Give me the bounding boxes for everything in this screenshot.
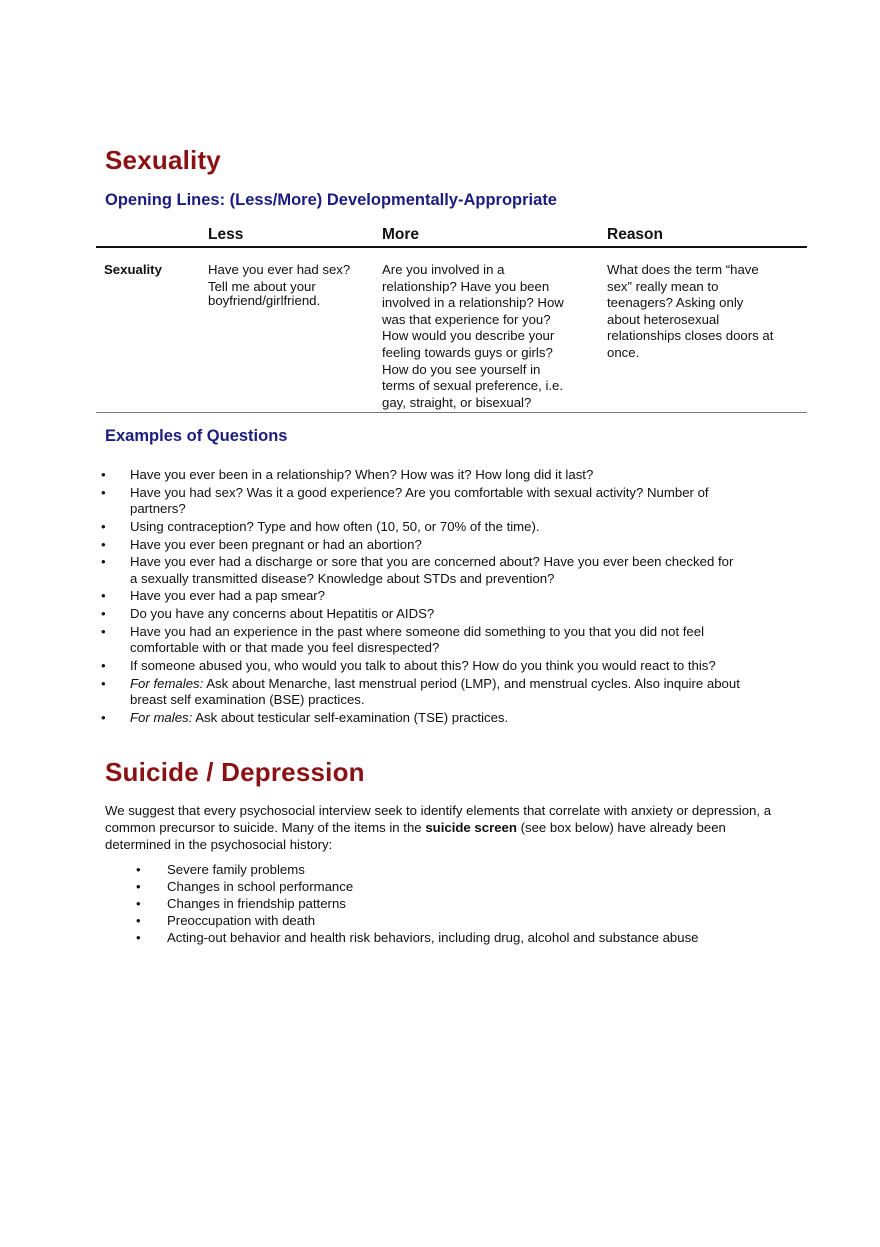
suicide-screen-list bbox=[105, 861, 805, 946]
header-less: Less bbox=[208, 226, 244, 243]
item-text: a sexually transmitted disease? Knowledge about STDs and prevention? bbox=[130, 570, 555, 586]
item-text: comfortable with or that made you feel disrespected? bbox=[130, 640, 440, 656]
bullet-icon: • bbox=[136, 862, 141, 877]
bullet-icon: • bbox=[101, 606, 106, 622]
item-prefix: For males: bbox=[130, 709, 193, 725]
item-text: Have you had an experience in the past where someone did something to you that you did not feel bbox=[130, 623, 705, 639]
opening-lines-table bbox=[96, 226, 807, 414]
header-more: More bbox=[382, 226, 420, 243]
list-item bbox=[96, 588, 806, 604]
header-rule bbox=[96, 246, 807, 248]
cell-line: What does the term “have bbox=[607, 262, 759, 277]
cell-line: involved in a relationship? How bbox=[382, 295, 564, 311]
examples-list bbox=[96, 467, 806, 727]
cell-line: relationship? Have you been bbox=[382, 278, 550, 294]
cell-line: sex” really mean to bbox=[607, 278, 719, 294]
opening-lines-heading: Opening Lines: (Less/More) Developmentally-Appropriate bbox=[105, 191, 557, 209]
bullet-icon: • bbox=[101, 709, 106, 725]
list-item bbox=[96, 658, 806, 674]
item-prefix: For females: bbox=[130, 675, 204, 691]
cell-reason bbox=[607, 262, 802, 362]
item-text: Do you have any concerns about Hepatitis or AIDS? bbox=[130, 606, 435, 622]
item-text: If someone abused you, who would you talk to about this? How do you think you would react to this? bbox=[130, 657, 716, 673]
header-reason: Reason bbox=[607, 226, 663, 243]
list-item bbox=[96, 606, 806, 622]
item-text: Using contraception? Type and how often (10, 50, or 70% of the time). bbox=[130, 518, 540, 534]
cell-less bbox=[208, 262, 373, 310]
item-text: Changes in school performance bbox=[167, 879, 354, 894]
cell-line: teenagers? Asking only bbox=[607, 295, 744, 311]
bullet-icon: • bbox=[136, 930, 141, 945]
cell-line: boyfriend/girlfriend. bbox=[208, 293, 321, 309]
bullet-icon: • bbox=[101, 554, 106, 570]
cell-line: How do you see yourself in bbox=[382, 361, 541, 377]
bullet-icon: • bbox=[136, 879, 141, 894]
intro-text: We suggest that every psychosocial interview seek to identify elements that correlate with anxiety or depression, a common precursor to suicide. Many of the items in the bbox=[105, 803, 772, 835]
cell-line: gay, straight, or bisexual? bbox=[382, 394, 532, 410]
item-text: Have you ever had a discharge or sore that you are concerned about? Have you ever been checked for bbox=[130, 554, 734, 570]
item-text: Changes in friendship patterns bbox=[167, 896, 346, 911]
table-bottom-rule bbox=[96, 412, 807, 413]
item-text: Have you ever been pregnant or had an abortion? bbox=[130, 536, 422, 552]
examples-heading: Examples of Questions bbox=[105, 427, 288, 445]
item-text: Acting-out behavior and health risk behaviors, including drug, alcohol and substance abuse bbox=[167, 930, 699, 945]
list-item bbox=[96, 676, 806, 709]
cell-line: feeling towards guys or girls? bbox=[382, 344, 553, 360]
bullet-icon: • bbox=[101, 675, 106, 691]
item-text: Have you ever been in a relationship? When? How was it? How long did it last? bbox=[130, 467, 594, 482]
item-text: Have you ever had a pap smear? bbox=[130, 588, 325, 604]
item-text: Ask about testicular self-examination (TSE) practices. bbox=[192, 709, 509, 725]
intro-bold: suicide screen bbox=[425, 819, 517, 835]
item-text: Severe family problems bbox=[167, 862, 305, 877]
list-item bbox=[105, 912, 805, 929]
list-item bbox=[96, 519, 806, 535]
list-item bbox=[96, 624, 806, 657]
list-item bbox=[96, 537, 806, 553]
bullet-icon: • bbox=[101, 484, 106, 500]
list-item bbox=[105, 878, 805, 895]
cell-line: Are you involved in a bbox=[382, 262, 505, 277]
cell-line: Tell me about your bbox=[208, 278, 316, 294]
bullet-icon: • bbox=[101, 657, 106, 673]
list-item bbox=[105, 929, 805, 946]
item-text: Have you had sex? Was it a good experience? Are you comfortable with sexual activity? Number of bbox=[130, 484, 709, 500]
list-item bbox=[105, 895, 805, 912]
section-title-sexuality: Sexuality bbox=[105, 145, 221, 175]
cell-more bbox=[382, 262, 602, 411]
bullet-icon: • bbox=[101, 623, 106, 639]
item-text: Preoccupation with death bbox=[167, 913, 316, 928]
row-label: Sexuality bbox=[104, 262, 162, 277]
cell-line: terms of sexual preference, i.e. bbox=[382, 378, 564, 394]
suicide-intro bbox=[105, 803, 795, 853]
list-item bbox=[96, 485, 806, 518]
bullet-icon: • bbox=[101, 518, 106, 534]
cell-line: once. bbox=[607, 344, 640, 360]
bullet-icon: • bbox=[136, 896, 141, 911]
list-item bbox=[96, 467, 806, 483]
intro-text-end: (see box below) have already been determined in the psychosocial history: bbox=[105, 819, 726, 852]
bullet-icon: • bbox=[101, 588, 106, 604]
section-title-suicide: Suicide / Depression bbox=[105, 757, 365, 787]
bullet-icon: • bbox=[136, 913, 141, 928]
item-text: breast self examination (BSE) practices. bbox=[130, 691, 365, 707]
list-item bbox=[96, 554, 806, 587]
bullet-icon: • bbox=[101, 536, 106, 552]
item-text: Ask about Menarche, last menstrual period (LMP), and menstrual cycles. Also inquire about bbox=[203, 675, 740, 691]
item-text: partners? bbox=[130, 501, 186, 517]
list-item bbox=[96, 710, 806, 726]
cell-line: How would you describe your bbox=[382, 328, 555, 344]
cell-line: was that experience for you? bbox=[382, 311, 551, 327]
cell-line: Have you ever had sex? bbox=[208, 262, 351, 277]
list-item bbox=[105, 861, 805, 878]
bullet-icon: • bbox=[101, 467, 106, 482]
cell-line: about heterosexual bbox=[607, 311, 720, 327]
cell-line: relationships closes doors at bbox=[607, 328, 774, 344]
